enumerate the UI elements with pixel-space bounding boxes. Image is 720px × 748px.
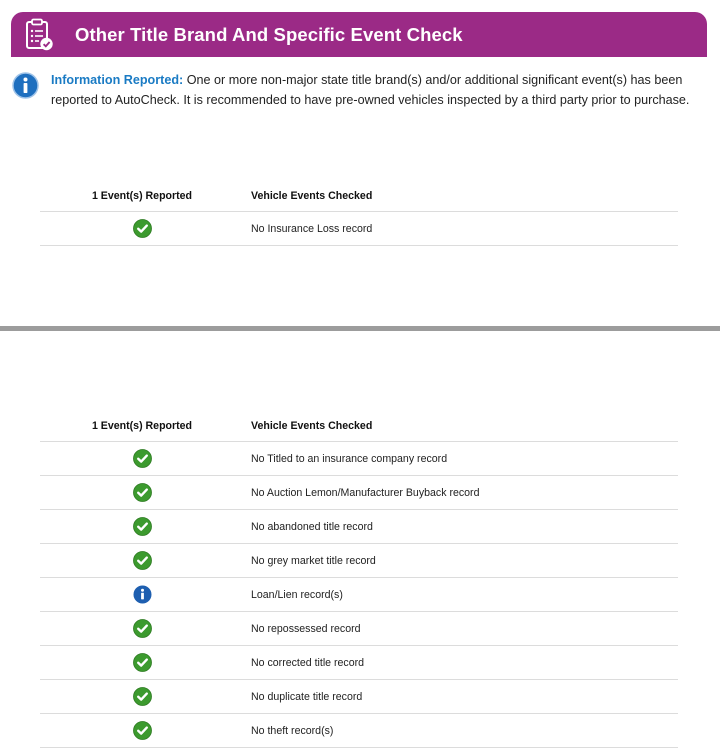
- check-icon: [133, 721, 152, 740]
- event-text: No theft record(s): [244, 714, 678, 748]
- table-row: [40, 510, 678, 544]
- events-checked-header: Vehicle Events Checked: [244, 181, 678, 212]
- status-cell: [40, 476, 244, 510]
- table-row: [40, 646, 678, 680]
- status-cell: [40, 680, 244, 714]
- events-reported-header: [40, 411, 244, 442]
- table-row: [40, 714, 678, 748]
- event-text: No Titled to an insurance company record: [244, 442, 678, 476]
- table-header-row: [40, 181, 678, 212]
- events-reported-label: Event(s) Reported: [100, 420, 193, 432]
- table-row: [40, 612, 678, 646]
- event-text: No Auction Lemon/Manufacturer Buyback record: [244, 476, 678, 510]
- table-row: [40, 442, 678, 476]
- section-header: [11, 12, 707, 57]
- table-header-row: [40, 411, 678, 442]
- events-reported-label: Event(s) Reported: [100, 190, 193, 202]
- status-cell: [40, 510, 244, 544]
- events-reported-header: [40, 181, 244, 212]
- section-title: Other Title Brand And Specific Event Check: [75, 23, 463, 45]
- check-icon: [133, 619, 152, 638]
- clipboard-check-icon: [24, 18, 54, 52]
- table-row: [40, 476, 678, 510]
- table-row: [40, 212, 678, 246]
- status-cell: [40, 714, 244, 748]
- info-message: One or more non-major state title brand(s) and/or additional significant event(s) has been reported to AutoCheck. It is recommended to have pre-owned vehicles inspected by a third party prior to purchase.: [51, 73, 690, 107]
- status-cell: [40, 544, 244, 578]
- info-icon: [133, 585, 152, 604]
- event-text: No corrected title record: [244, 646, 678, 680]
- table-row: [40, 578, 678, 612]
- check-icon: [133, 551, 152, 570]
- status-cell: [40, 612, 244, 646]
- table-row: [40, 680, 678, 714]
- status-cell: [40, 442, 244, 476]
- info-text: [51, 70, 691, 110]
- event-text: Loan/Lien record(s): [244, 578, 678, 612]
- check-icon: [133, 687, 152, 706]
- events-checked-header: Vehicle Events Checked: [244, 411, 678, 442]
- event-text: No duplicate title record: [244, 680, 678, 714]
- check-icon: [133, 219, 152, 238]
- status-cell: [40, 212, 244, 246]
- status-cell: [40, 646, 244, 680]
- check-icon: [133, 517, 152, 536]
- event-text: No repossessed record: [244, 612, 678, 646]
- table-row: [40, 544, 678, 578]
- event-text: No abandoned title record: [244, 510, 678, 544]
- section-divider: [0, 326, 720, 331]
- check-icon: [133, 483, 152, 502]
- events-table-1: [40, 181, 678, 246]
- status-cell: [40, 578, 244, 612]
- events-table-2: [40, 411, 678, 748]
- event-text: No Insurance Loss record: [244, 212, 678, 246]
- check-icon: [133, 449, 152, 468]
- info-icon: [12, 72, 39, 99]
- events-count: 1: [91, 420, 98, 432]
- events-count: 1: [91, 190, 98, 202]
- event-text: No grey market title record: [244, 544, 678, 578]
- info-label: Information Reported:: [51, 73, 184, 87]
- check-icon: [133, 653, 152, 672]
